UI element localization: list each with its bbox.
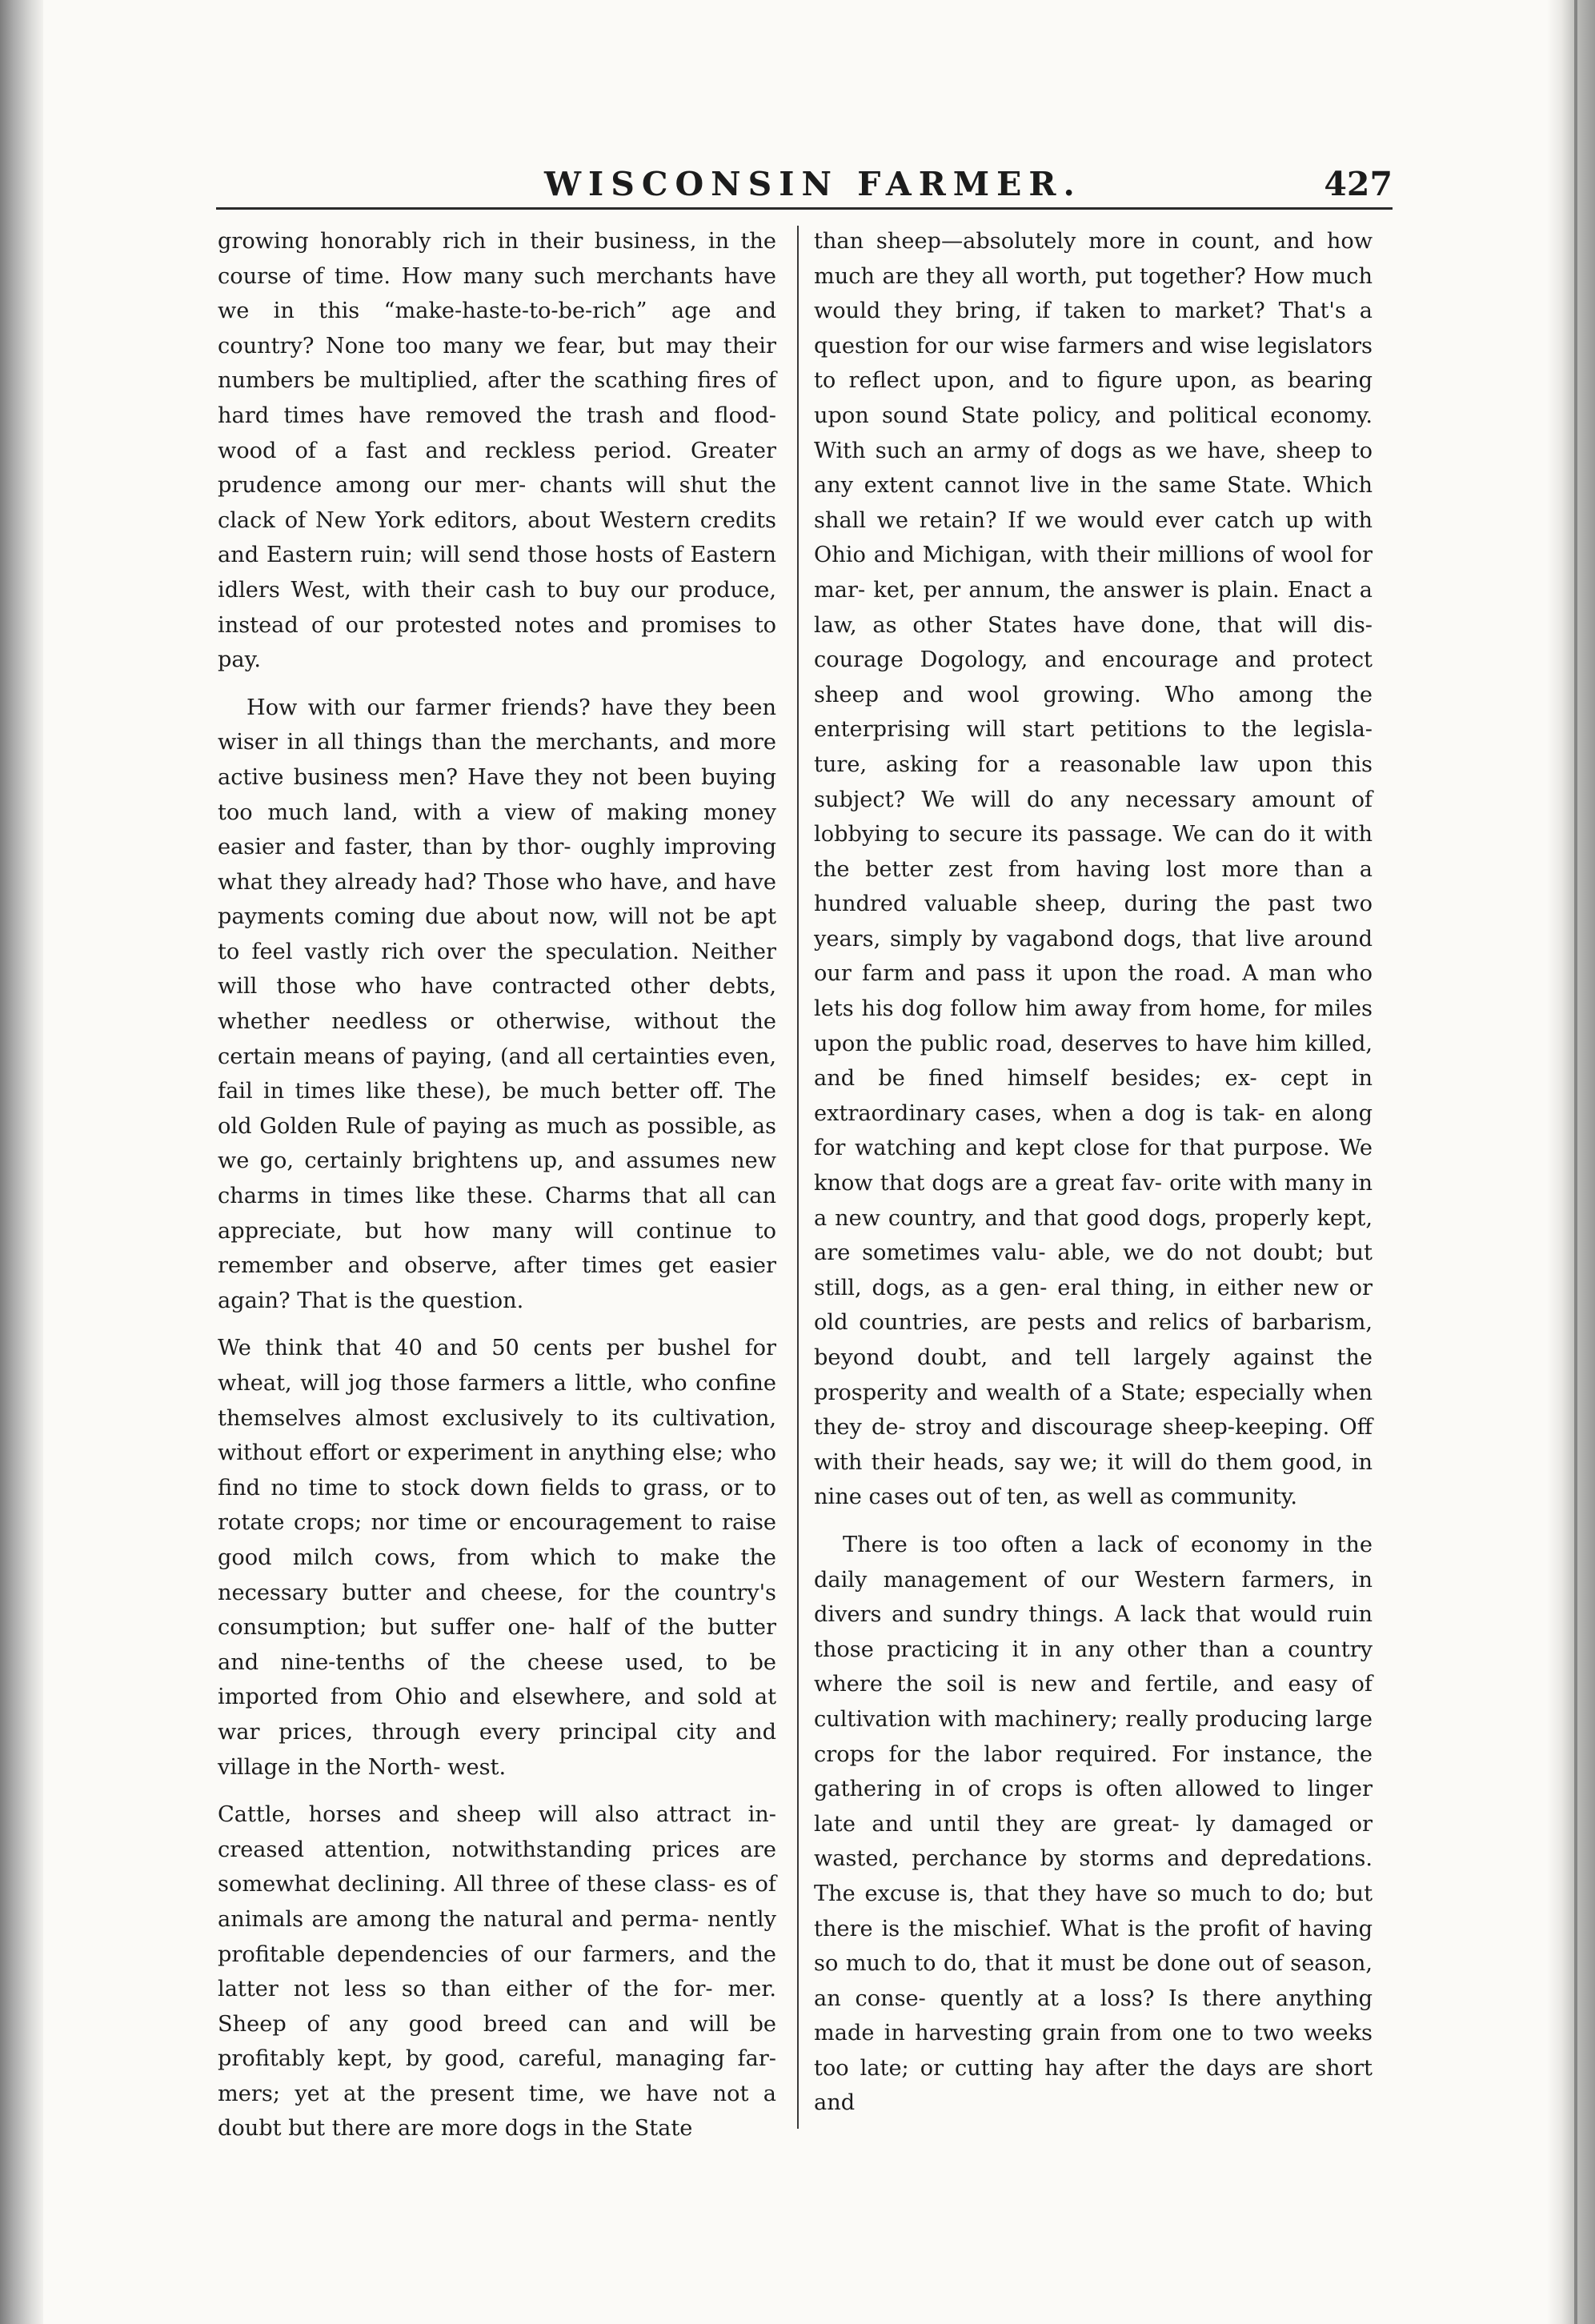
paragraph: There is too often a lack of economy in the daily management of our Western farmers, in divers and sundry things. A lack that would ruin those practicing it in any other than a country where the soil is new and fertile, and easy of cultivation with machinery; really producing large crops for the labor required. For instance, the gathering in of crops is often allowed to linger late and until they are great- ly damaged or wasted, perchance by storms and depredations. The excuse is, that they have so much to do; but there is the mischief. What is the profit of having so much to do, that it must be done out of season, an conse- quently at a loss? Is there anything made in harvesting grain from one to two weeks too late; or cutting hay after the days are short and [814, 1532, 1373, 2116]
binding-line [1574, 0, 1577, 2324]
left-column [218, 224, 776, 2146]
binding-edge [1547, 0, 1595, 2324]
right-column [814, 224, 1373, 2121]
paragraph: growing honorably rich in their business, in the course of time. How many such merchants have we in this “make-haste-to-be-rich” age and country? None too many we fear, but may their numbers be multiplied, after the scathing fires of hard times have removed the trash and flood-wood of a fast and reckless period. Greater prudence among our mer- chants will shut the clack of New York editors, about Western credits and Eastern ruin; will send those hosts of Eastern idlers West, with their cash to buy our produce, instead of our protested notes and promises to pay. [218, 229, 776, 673]
page-header [216, 165, 1393, 213]
paragraph: than sheep—absolutely more in count, and how much are they all worth, put together? How much would they bring, if taken to market? That's a question for our wise farmers and wise legislators to reflect upon, and to figure upon, as bearing upon sound State policy, and political economy. With such an army of dogs as we have, sheep to any extent cannot live in the same State. Which shall we retain? If we would ever catch up with Ohio and Michigan, with their millions of wool for mar- ket, per annum, the answer is plain. Enact a law, as other States have done, that will dis- courage Dogology, and encourage and protect sheep and wool growing. Who among the enterprising will start petitions to the legisla- ture, asking for a reasonable law upon this subject? We will do any necessary amount of lobbying to secure its passage. We can do it with the better zest from having lost more than a hundred valuable sheep, during the past two years, simply by vagabond dogs, that live around our farm and pass it upon the road. A man who lets his dog follow him away from home, for miles upon the public road, deserves to have him killed, and be fined himself besides; ex- cept in extraordinary cases, when a dog is tak- en along for watching and kept close for that purpose. We know that dogs are a great fav- orite with many in a new country, and that good dogs, properly kept, are sometimes valu- able, we do not doubt; but still, dogs, as a gen- eral thing, in either new or old countries, are pests and relics of barbarism, beyond doubt, and tell largely against the prosperity and wealth of a State; especially when they de- stroy and discourage sheep-keeping. Off with their heads, say we; it will do them good, in nine cases out of ten, as well as community. [814, 229, 1373, 1510]
page-number: 427 [1324, 165, 1393, 203]
paragraph: Cattle, horses and sheep will also attract in- creased attention, notwithstanding prices are somewhat declining. All three of these class- es of animals are among the natural and perma- nently profitable dependencies of our farmers, and the latter not less so than either of the for- mer. Sheep of any good breed can and will be profitably kept, by good, careful, managing far- mers; yet at the present time, we have not a doubt but there are more dogs in the State [218, 1802, 776, 2142]
header-rule [216, 207, 1393, 210]
column-separator [797, 226, 799, 2129]
paragraph: We think that 40 and 50 cents per bushel for wheat, will jog those farmers a little, who confine themselves almost exclusively to its cultivation, without effort or experiment in anything else; who find no time to stock down fields to grass, or to rotate crops; nor time or encouragement to raise good milch cows, from which to make the necessary butter and cheese, for the country's consumption; but suffer one- half of the butter and nine-tenths of the cheese used, to be imported from Ohio and elsewhere, and sold at war prices, through every principal city and village in the North- west. [218, 1336, 776, 1780]
page-left-edge-shadow [0, 0, 43, 2324]
paragraph: How with our farmer friends? have they been wiser in all things than the merchants, and more active business men? Have they not been buying too much land, with a view of making money easier and faster, than by thor- oughly improving what they already had? Those who have, and have payments coming due about now, will not be apt to feel vastly rich over the speculation. Neither will those who have contracted other debts, whether needless or otherwise, without the certain means of paying, (and all certainties even, fail in times like these), be much better off. The old Golden Rule of paying as much as possible, as we go, certainly brightens up, and assumes new charms in times like these. Charms that all can appreciate, but how many will continue to remember and observe, after times get easier again? That is the question. [218, 695, 776, 1313]
running-title: WISCONSIN FARMER. [544, 165, 1082, 203]
